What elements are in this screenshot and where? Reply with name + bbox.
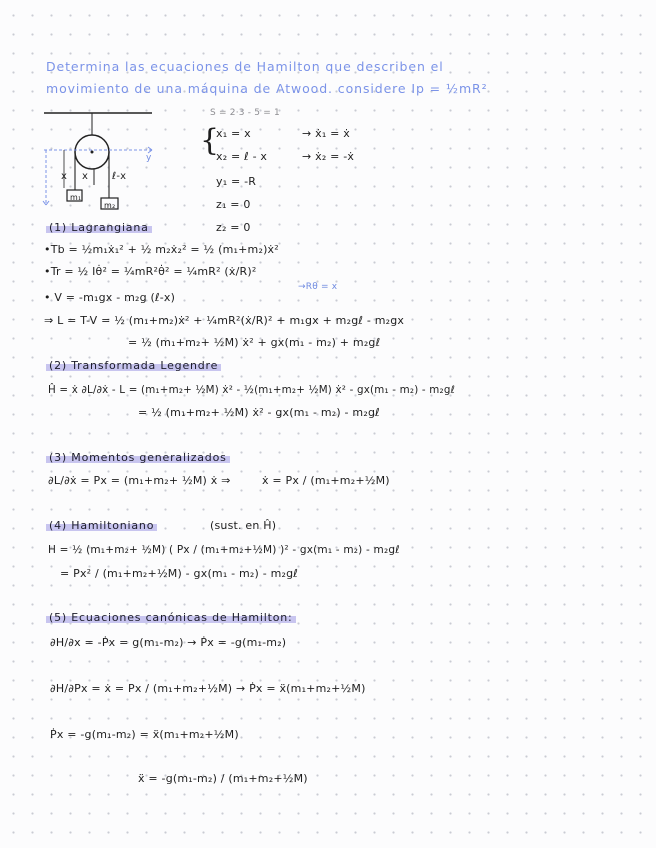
generalized-momentum: ∂L/∂ẋ = Px = (m₁+m₂+ ½M) ẋ ⇒ (48, 474, 231, 487)
diagram-mass-2: m₂ (104, 201, 116, 210)
hamiltonian-line-2: = Px² / (m₁+m₂+½M) - gx(m₁ - m₂) - m₂gℓ (60, 567, 299, 580)
lagrangian-line-2: = ½ (m₁+m₂+ ½M) ẋ² + gx(m₁ - m₂) + m₂gℓ (128, 336, 381, 349)
constraint-3: y₁ = -R (216, 175, 257, 188)
constraint-2: x₂ = ℓ - x (216, 150, 268, 163)
rolling-condition-note: →Rθ = x (298, 282, 338, 292)
diagram-axis-y: y (146, 153, 152, 163)
section-2-heading: (2) Transformada Legendre (46, 359, 221, 373)
lagrangian-line-1: ⇒ L = T-V = ½ (m₁+m₂)ẋ² + ¼mR²(ẋ/R)² + m₁gx + m₂gℓ - m₂gx (44, 314, 405, 327)
constraint-4: z₁ = 0 (216, 198, 251, 211)
hamiltonian-line-1: H = ½ (m₁+m₂+ ½M) ( Px / (m₁+m₂+½M) )² - gx(m₁ - m₂) - m₂gℓ (48, 544, 400, 556)
translational-kinetic-energy: •Tb = ½m₁ẋ₁² + ½ m₂ẋ₂² = ½ (m₁+m₂)ẋ² (44, 243, 279, 256)
potential-energy: • V = -m₁gx - m₂g (ℓ-x) (44, 291, 176, 304)
acceleration-result: ẍ = -g(m₁-m₂) / (m₁+m₂+½M) (138, 772, 308, 785)
rotational-kinetic-energy: •Tr = ½ Iθ̇² = ¼mR²θ̇² = ¼mR² (ẋ/R)² (44, 265, 257, 278)
problem-statement-line-1: Determina las ecuaciones de Hamilton que describen el (46, 59, 444, 74)
atwood-machine-diagram (34, 105, 214, 215)
constraint-5: z₂ = 0 (216, 221, 251, 234)
diagram-label-x-mid: x (82, 171, 89, 182)
section-4-heading: (4) Hamiltoniano (46, 519, 157, 533)
constraint-1: x₁ = x (216, 127, 251, 140)
legendre-line-2: = ½ (m₁+m₂+ ½M) ẋ² - gx(m₁ - m₂) - m₂gℓ (138, 406, 380, 419)
section-5-heading: (5) Ecuaciones canónicas de Hamilton: (46, 611, 296, 625)
problem-statement-line-2: movimiento de una máquina de Atwood. considere Ip = ½mR² (46, 81, 488, 96)
diagram-label-x: x (61, 171, 68, 182)
constraint-brace: { (200, 123, 220, 158)
constraint-2-result: → ẋ₂ = -ẋ (302, 150, 355, 163)
degrees-of-freedom: S = 2·3 - 5 = 1 (210, 108, 280, 118)
constraint-1-result: → ẋ₁ = ẋ (302, 127, 350, 140)
diagram-label-l-minus-x: ℓ-x (112, 171, 127, 182)
canonical-equation-2: ∂H/∂Px = ẋ = Px / (m₁+m₂+½M) → Ṗx = ẍ(m₁+m₂+½M) (50, 682, 366, 695)
combined-equation: Ṗx = -g(m₁-m₂) = ẍ(m₁+m₂+½M) (50, 728, 239, 741)
legendre-line-1: Ĥ = ẋ ∂L/∂ẋ - L = (m₁+m₂+ ½M) ẋ² - ½(m₁+m₂+ ½M) ẋ² - gx(m₁ - m₂) - m₂gℓ (48, 384, 456, 396)
section-1-heading: (1) Lagrangiana (46, 221, 152, 235)
canonical-equation-1: ∂H/∂x = -Ṗx = g(m₁-m₂) → Ṗx = -g(m₁-m₂) (50, 636, 287, 649)
velocity-from-momentum: ẋ = Px / (m₁+m₂+½M) (262, 474, 390, 487)
diagram-mass-1: m₁ (70, 193, 82, 202)
section-3-heading: (3) Momentos generalizados (46, 451, 230, 465)
section-4-subheading: (sust. en Ĥ) (210, 519, 277, 532)
